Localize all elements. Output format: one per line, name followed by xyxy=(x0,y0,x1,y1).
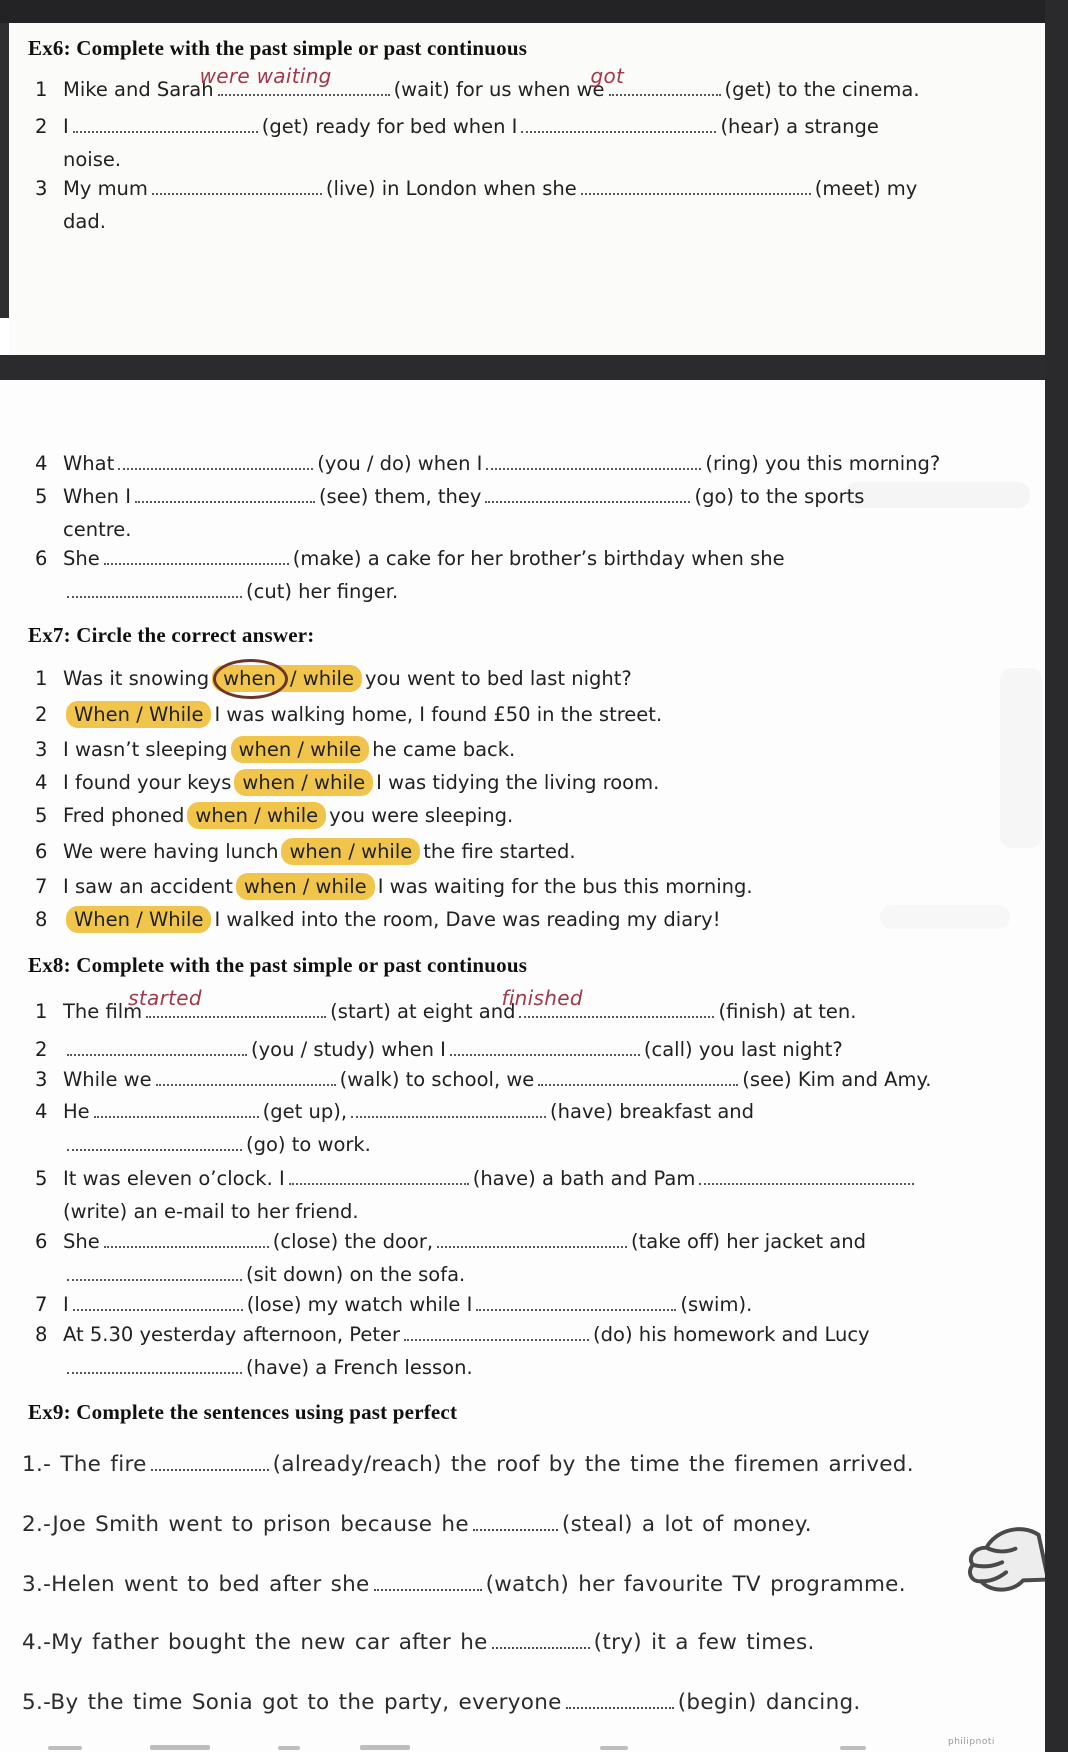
item-number: 3 xyxy=(35,1068,48,1091)
ex7-item-2 xyxy=(35,698,1048,731)
sentence-text: (live) in London when she xyxy=(325,177,577,200)
choice-highlight[interactable]: When / While xyxy=(66,906,211,933)
sentence-text: It was eleven o’clock. I xyxy=(63,1167,285,1190)
sentence-text: (go) to the sports xyxy=(694,485,865,508)
sentence-text: I walked into the room, Dave was reading my diary! xyxy=(214,908,721,931)
sentence-text: He xyxy=(63,1100,90,1123)
ex6-item-2 xyxy=(35,110,1048,176)
ex8-item-2 xyxy=(35,1033,1048,1066)
sentence-text: noise. xyxy=(63,148,122,171)
item-number: 5 xyxy=(35,804,48,827)
sentence-text: (see) them, they xyxy=(318,485,482,508)
sentence-text: you went to bed last night? xyxy=(364,667,632,690)
item-number: 4 xyxy=(35,771,48,794)
sentence-text: I found your keys xyxy=(63,771,232,794)
sentence-text: At 5.30 yesterday afternoon, Peter xyxy=(63,1323,401,1346)
answer-blank[interactable] xyxy=(199,64,390,96)
answer-blank[interactable] xyxy=(67,581,242,598)
sentence-text: (see) Kim and Amy. xyxy=(742,1068,932,1091)
sentence-text: Was it snowing xyxy=(63,667,210,690)
sentence-text: I saw an accident xyxy=(63,875,233,898)
sentence-text: 5.-By the time Sonia got to the party, everyone xyxy=(22,1690,562,1715)
item-number: 2 xyxy=(35,115,48,138)
answer-blank[interactable] xyxy=(73,116,258,133)
scan-edge-smudge xyxy=(600,1746,628,1750)
answer-blank[interactable] xyxy=(135,486,315,503)
sentence-text: Fred phoned xyxy=(63,804,185,827)
right-dark-bar xyxy=(1045,0,1068,1752)
choice-highlight[interactable]: When / While xyxy=(66,701,211,728)
sentence-text: (walk) to school, we xyxy=(339,1068,535,1091)
item-number: 3 xyxy=(35,738,48,761)
answer-blank[interactable] xyxy=(351,1101,546,1118)
answer-blank[interactable] xyxy=(73,1294,243,1311)
answer-blank[interactable] xyxy=(104,548,289,565)
ex6-item-3 xyxy=(35,172,1048,238)
sentence-text: (watch) her favourite TV programme. xyxy=(485,1572,906,1597)
handwritten-answer: got xyxy=(590,64,625,88)
ex8-item-7 xyxy=(35,1288,1048,1321)
scan-edge-smudge xyxy=(840,1746,866,1750)
ex9-item-4 xyxy=(22,1628,1032,1658)
sentence-text: (cut) her finger. xyxy=(246,580,399,603)
sentence-text: (try) it a few times. xyxy=(593,1630,815,1655)
answer-blank[interactable] xyxy=(128,986,326,1018)
sentence-text: you were sleeping. xyxy=(329,804,514,827)
choice-highlight[interactable]: when / while xyxy=(234,769,373,796)
sentence-text: What xyxy=(63,452,115,475)
handwritten-answer: started xyxy=(128,986,202,1010)
item-number: 6 xyxy=(35,547,48,570)
answer-blank[interactable] xyxy=(450,1039,640,1056)
answer-blank[interactable] xyxy=(118,453,313,470)
answer-blank[interactable] xyxy=(566,1694,674,1709)
sentence-text: (have) breakfast and xyxy=(550,1100,755,1123)
sentence-text: (begin) dancing. xyxy=(677,1690,861,1715)
ex6-title: Ex6: Complete with the past simple or past continuous xyxy=(28,36,528,60)
item-number: 1 xyxy=(35,667,48,690)
handwritten-answer: were waiting xyxy=(199,64,332,88)
sentence-text: (take off) her jacket and xyxy=(631,1230,866,1253)
item-number: 5 xyxy=(35,485,48,508)
sentence-text: We were having lunch xyxy=(63,840,279,863)
sentence-text: (you / do) when I xyxy=(317,452,483,475)
answer-blank[interactable] xyxy=(476,1294,676,1311)
sentence-text: 3.-Helen went to bed after she xyxy=(22,1572,370,1597)
sentence-text: centre. xyxy=(63,518,132,541)
answer-blank[interactable] xyxy=(699,1168,914,1185)
item-number: 5 xyxy=(35,1167,48,1190)
ex7-item-7 xyxy=(35,870,1048,903)
ex6-item-6 xyxy=(35,542,1048,608)
item-number: 6 xyxy=(35,840,48,863)
ex7-item-3 xyxy=(35,733,1048,766)
item-number: 7 xyxy=(35,875,48,898)
choice-highlight[interactable]: when / while xyxy=(281,838,420,865)
sentence-text: (steal) a lot of money. xyxy=(561,1512,812,1537)
sentence-text: (make) a cake for her brother’s birthday when she xyxy=(292,547,785,570)
sentence-text: (finish) at ten. xyxy=(718,1000,857,1023)
sentence-text: (you / study) when I xyxy=(251,1038,446,1061)
answer-blank[interactable] xyxy=(590,64,721,96)
item-number: 2 xyxy=(35,703,48,726)
sentence-text: I was walking home, I found £50 in the street. xyxy=(214,703,663,726)
ex7-item-5 xyxy=(35,799,1048,832)
ex8-title: Ex8: Complete with the past simple or past continuous xyxy=(28,953,528,977)
handwritten-answer: finished xyxy=(501,986,583,1010)
sentence-text: 4.-My father bought the new car after he xyxy=(22,1630,488,1655)
item-number: 4 xyxy=(35,452,48,475)
circled-answer: when xyxy=(213,659,288,699)
item-number: 8 xyxy=(35,908,48,931)
ex8-item-5 xyxy=(35,1162,1048,1228)
sentence-text: (hear) a strange xyxy=(720,115,879,138)
item-number: 1 xyxy=(35,1000,48,1023)
answer-blank[interactable] xyxy=(94,1101,259,1118)
sentence-text: (get) to the cinema. xyxy=(724,78,920,101)
ex6-item-5 xyxy=(35,480,1048,546)
answer-blank[interactable] xyxy=(67,1134,242,1151)
sentence-text: The film xyxy=(63,1000,143,1023)
ex9-item-2 xyxy=(22,1510,1032,1540)
sentence-text: When I xyxy=(63,485,131,508)
sentence-text: While we xyxy=(63,1068,152,1091)
answer-blank[interactable] xyxy=(486,453,701,470)
item-number: 1 xyxy=(35,78,48,101)
answer-blank[interactable] xyxy=(156,1069,336,1086)
ex7-item-8 xyxy=(35,903,1048,936)
scan-edge-smudge xyxy=(150,1745,210,1750)
sentence-text: Mike and Sarah xyxy=(63,78,214,101)
sentence-text: (do) his homework and Lucy xyxy=(593,1323,870,1346)
answer-blank[interactable] xyxy=(581,178,811,195)
ex7-item-4 xyxy=(35,766,1048,799)
ex8-item-8 xyxy=(35,1318,1048,1384)
item-number: 8 xyxy=(35,1323,48,1346)
sentence-text: (have) a French lesson. xyxy=(246,1356,473,1379)
sentence-text: (meet) my xyxy=(814,177,918,200)
answer-blank[interactable] xyxy=(151,1456,269,1471)
item-number: 2 xyxy=(35,1038,48,1061)
answer-blank[interactable] xyxy=(67,1264,242,1281)
item-number: 7 xyxy=(35,1293,48,1316)
sentence-text: he came back. xyxy=(372,738,516,761)
top-dark-bar xyxy=(0,0,1068,23)
ex7-title: Ex7: Circle the correct answer: xyxy=(28,623,315,647)
sentence-text: She xyxy=(63,1230,100,1253)
sentence-text: My mum xyxy=(63,177,148,200)
ex7-item-6 xyxy=(35,835,1048,868)
scan-edge-smudge xyxy=(278,1746,300,1750)
answer-blank[interactable] xyxy=(67,1039,247,1056)
sentence-text: (wait) for us when we xyxy=(393,78,605,101)
answer-blank[interactable] xyxy=(538,1069,738,1086)
sentence-text: 2.-Joe Smith went to prison because he xyxy=(22,1512,469,1537)
scan-edge-smudge xyxy=(360,1745,410,1750)
answer-blank[interactable] xyxy=(67,1357,242,1374)
sentence-text: the fire started. xyxy=(423,840,576,863)
scan-edge-smudge xyxy=(48,1746,82,1750)
choice-highlight[interactable]: when / while xyxy=(187,802,326,829)
left-dark-strip xyxy=(0,23,9,318)
sentence-text: (sit down) on the sofa. xyxy=(246,1263,466,1286)
answer-blank[interactable] xyxy=(501,986,714,1018)
sentence-text: 1.- The fire xyxy=(22,1452,147,1477)
sentence-text: (write) an e-mail to her friend. xyxy=(63,1200,359,1223)
sentence-text: (swim). xyxy=(680,1293,753,1316)
ex8-item-3 xyxy=(35,1063,1048,1096)
answer-blank[interactable] xyxy=(521,116,716,133)
answer-blank[interactable] xyxy=(104,1231,269,1248)
answer-blank[interactable] xyxy=(152,178,322,195)
answer-blank[interactable] xyxy=(492,1634,590,1649)
answer-blank[interactable] xyxy=(289,1168,469,1185)
sentence-text: (close) the door, xyxy=(272,1230,434,1253)
sentence-text: I wasn’t sleeping xyxy=(63,738,228,761)
ex9-item-1 xyxy=(22,1450,1032,1480)
ex7-item-1 xyxy=(35,662,1048,695)
watermark-text: philipnoti xyxy=(948,1737,995,1747)
sentence-text: I xyxy=(63,1293,69,1316)
ex6-item-4 xyxy=(35,447,1048,480)
item-number: 6 xyxy=(35,1230,48,1253)
sentence-text: I was waiting for the bus this morning. xyxy=(377,875,753,898)
sentence-text: (start) at eight and xyxy=(330,1000,516,1023)
sentence-text: I was tidying the living room. xyxy=(376,771,660,794)
answer-blank[interactable] xyxy=(374,1576,482,1591)
sentence-text: (go) to work. xyxy=(246,1133,371,1156)
choice-highlight[interactable]: when / while xyxy=(231,736,370,763)
sentence-text: She xyxy=(63,547,100,570)
choice-highlight[interactable]: when / while xyxy=(236,873,375,900)
section-divider-band xyxy=(0,355,1068,380)
answer-blank[interactable] xyxy=(485,486,690,503)
sentence-text: dad. xyxy=(63,210,106,233)
choice-highlight[interactable]: when / while xyxy=(212,665,362,692)
answer-blank[interactable] xyxy=(437,1231,627,1248)
sentence-text: (call) you last night? xyxy=(643,1038,843,1061)
ex9-title: Ex9: Complete the sentences using past perfect xyxy=(28,1400,458,1424)
sentence-text: (get up), xyxy=(262,1100,348,1123)
item-number: 4 xyxy=(35,1100,48,1123)
answer-blank[interactable] xyxy=(473,1516,558,1531)
ex9-item-3 xyxy=(22,1570,1032,1600)
ex8-item-6 xyxy=(35,1225,1048,1291)
sentence-text: (lose) my watch while I xyxy=(246,1293,473,1316)
ex9-item-5 xyxy=(22,1688,1032,1718)
sentence-text: (already/reach) the roof by the time the firemen arrived. xyxy=(272,1452,914,1477)
sentence-text: (ring) you this morning? xyxy=(705,452,941,475)
sentence-text: (get) ready for bed when I xyxy=(261,115,518,138)
item-number: 3 xyxy=(35,177,48,200)
ex8-item-4 xyxy=(35,1095,1048,1161)
sentence-text: (have) a bath and Pam xyxy=(472,1167,696,1190)
answer-blank[interactable] xyxy=(404,1324,589,1341)
ex8-item-1 xyxy=(35,986,1048,1028)
ex6-item-1 xyxy=(35,64,1048,106)
sentence-text: I xyxy=(63,115,69,138)
